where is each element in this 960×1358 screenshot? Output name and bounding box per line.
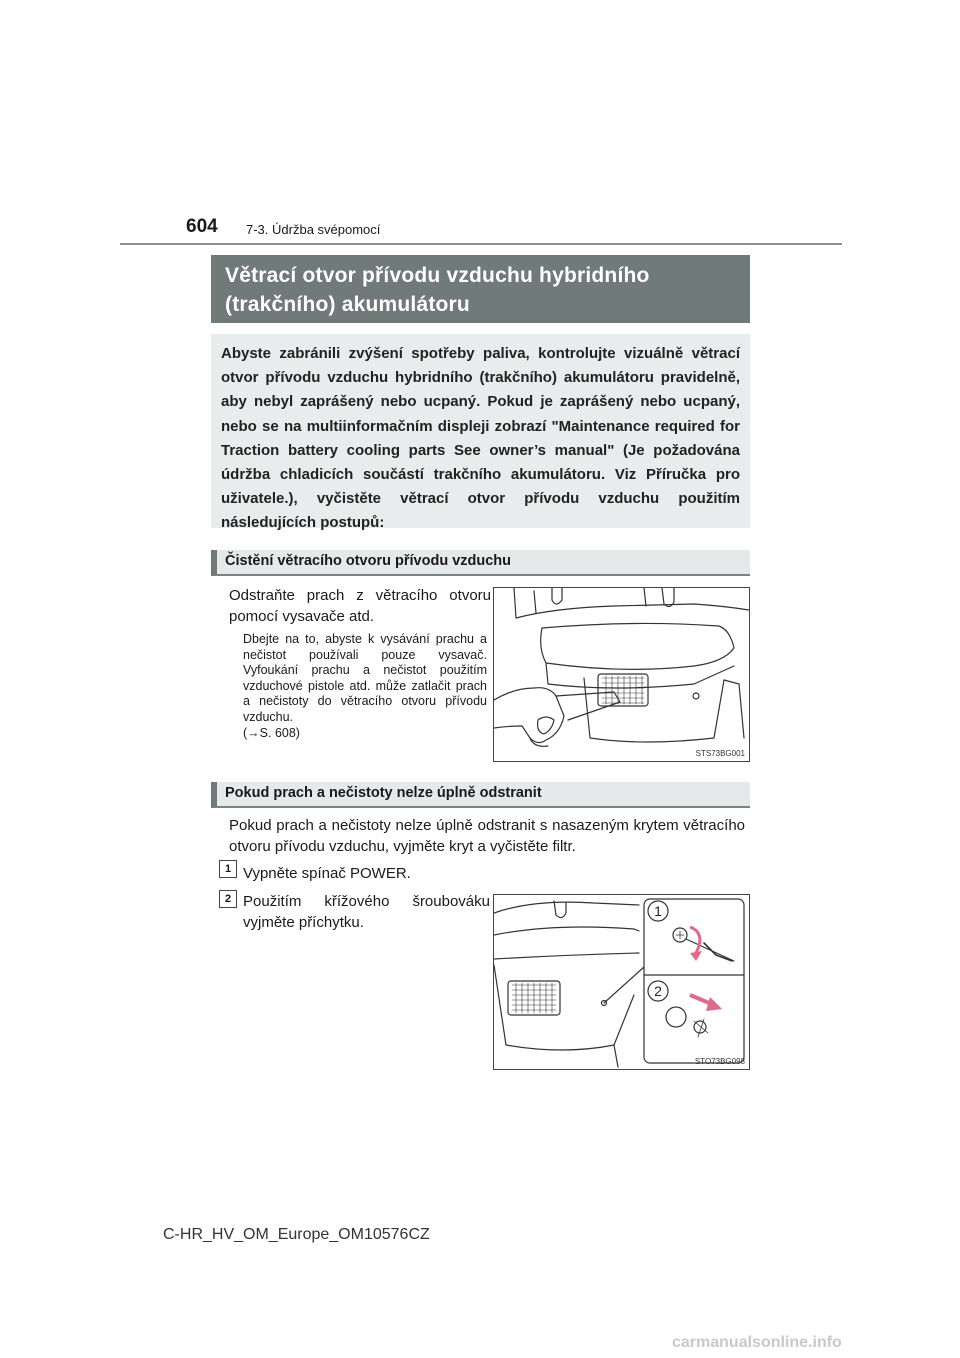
cleaning-note-text: Dbejte na to, abyste k vysávání prachu a nečistot používali pouze vysavač. Vyfoukání prachu a nečistot použitím vzduchové pistole atd. může zatlačit prach a nečistoty do větracího otvoru přívodu vzduchu.	[243, 632, 487, 724]
section-title: Větrací otvor přívodu vzduchu hybridního (trakčního) akumulátoru	[225, 264, 650, 316]
step-number: 2	[219, 890, 237, 908]
document-code: C-HR_HV_OM_Europe_OM10576CZ	[163, 1226, 430, 1243]
clip-removal-illustration	[493, 894, 750, 1070]
figure-code: STO73BG098	[694, 1057, 745, 1066]
vacuum-cleaning-illustration	[493, 587, 750, 762]
callout-label: 1	[654, 903, 662, 919]
cleaning-note	[243, 632, 487, 741]
intro-text: Abyste zabránili zvýšení spotřeby paliva, kontrolujte vizuálně větrací otvor přívodu vzduchu hybridního (trakčního) akumulátoru pravidelně, aby nebyl zaprášený nebo ucpaný. Pokud je zaprášený nebo ucpaný, nebo se na multiinformačním displeji zobrazí "Maintenance required for Traction battery cooling parts See owner’s manual" (Je požadována údržba chladicích součástí trakčního akumulátoru. Viz Příručka pro uživatele.), vyčistěte větrací otvor přívodu vzduchu použitím následujících postupů:	[221, 345, 740, 532]
watermark: carmanualsonline.info	[672, 1334, 842, 1351]
section-heading-cleaning: Čistění větracího otvoru přívodu vzduchu	[211, 550, 750, 576]
vacuum-illustration-svg	[494, 588, 749, 761]
callout-label: 2	[654, 983, 662, 999]
intro-box	[211, 334, 750, 532]
chapter-title: 7-3. Údržba svépomocí	[246, 222, 381, 237]
step-text: Použitím křížového šroubováku vyjměte příchytku.	[243, 893, 490, 931]
clip-illustration-svg	[494, 895, 749, 1069]
page-reference: (→S. 608)	[243, 725, 300, 740]
page-number: 604	[186, 216, 218, 237]
section-title-box	[211, 255, 750, 323]
section-heading-filter: Pokud prach a nečistoty nelze úplně odstranit	[211, 782, 750, 808]
filter-instruction: Pokud prach a nečistoty nelze úplně odstranit s nasazeným krytem větracího otvoru přívodu vzduchu, vyjměte kryt a vyčistěte filtr.	[229, 817, 745, 855]
cleaning-instruction: Odstraňte prach z větracího otvoru pomocí vysavače atd.	[229, 587, 491, 625]
figure-code: STS73BG001	[695, 749, 745, 758]
step-text: Vypněte spínač POWER.	[243, 865, 411, 882]
step-number: 1	[219, 860, 237, 878]
header-divider	[120, 243, 842, 245]
